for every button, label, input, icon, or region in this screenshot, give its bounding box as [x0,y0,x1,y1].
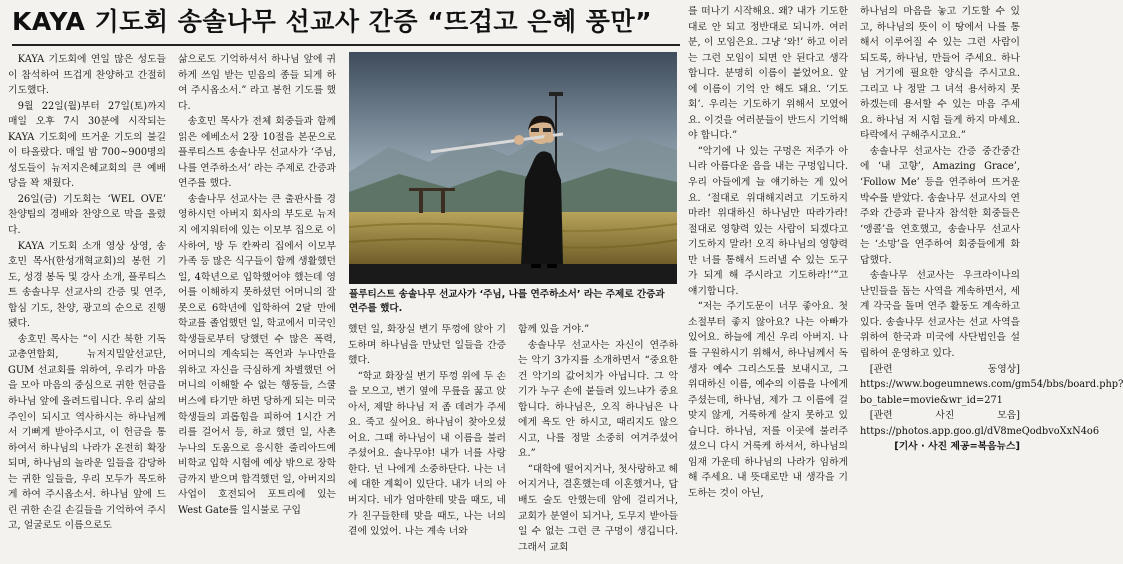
paragraph: 를 떠나기 시작해요. 왜? 내가 기도한 대로 안 되고 정반대로 되니까. 여러분, 이 모임은요. 그냥 ‘와!’ 하고 이러는 그런 모임이 되면 안 된다고 생각합니다. 분명히 이름이 붙었어요. 앞에 이름이 기억 안 해도 돼요. ‘기도회’. 우리는 기도하기 위해서 모였어요. 이것을 여러분들이 반드시 기억해야 합니다.” [688,6,848,142]
related-photos-link[interactable]: [관련 사진 모음] https://photos.app.goo.gl/dV8meQodbvoXxN4o6 [860,410,1100,437]
article-column-2-lower [178,318,336,562]
paragraph: KAYA 기도회에 연일 많은 성도들이 참석하여 뜨겁게 찬양하고 간절히 기도했다. [8,54,166,97]
paragraph: “학교 화장실 변기 뚜껑 위에 두 손을 모으고, 변기 옆에 무릎을 꿇고 앉아서, 제발 하나님 저 좀 데려가 주세요. 죽고 싶어요. 하나님이 찾아오셨어요. 그때 하나님이 내 이름을 불러주셨어요. 솔나무야! 내가 너를 사랑한다. 넌 나에게 소중하단다. 나는 너에 대한 계획이 있단다. 내가 너의 아버지다. 네가 엄마한테 맞을 때도, 네가 친구들한테 맞을 때도, 나는 너의 곁에 있었어. 나는 계속 너와 [348,370,506,538]
paragraph: “악기에 나 있는 구멍은 저주가 아니라 아름다운 음을 내는 구멍입니다. 우리 아들에게 늘 얘기하는 게 있어요. ‘절대로 위대해지려고 기도하지 마라! 위대하신 하나님만 따라가라! 절대로 영향력 있는 사람이 되겠다고 기도하지 말라! 오직 하나님의 영향력만 너를 통해서 드러낼 수 있는 도구가 되게 해 주시라고 기도하라!’”고 얘기합니다. [688,145,848,297]
headline-rule [12,44,680,46]
paragraph: 삶으로도 기억하셔서 하나님 앞에 귀하게 쓰임 받는 믿음의 종들 되게 하여 주시옵소서.” 라고 봉헌 기도를 했다. [178,54,336,112]
paragraph: 송솔나무 선교사는 큰 출판사를 경영하시던 아버지 회사의 부도로 뉴저지 에지워터에 있는 이모부 집으로 이사하여, 방 두 칸짜리 집에서 이모부 가족 등 많은 식구들이 함께 생활했던 일, 4학년으로 입학했어야 했는데 영어를 이해하지 못하셨던 어머니의 잘못으로 6학년에 입학하여 2달 만에 학교를 졸업했던 일, 학교에서 미국인 학생들로부터 당했던 수 많은 폭력, 어머니의 계속되는 폭언과 누나만을 위하고 자신을 극심하게 차별했던 어머니의 이해할 수 없는 행동들, 스쿨 버스에 타기만 하면 당하게 되는 미국 학생들의 괴롭힘을 피하여 1시간 거리를 걸어서 등, 하교 했던 일, 사촌 누나의 도움으로 응시한 줄리아드예비학교 입학 시험에 예상 밖으로 장학금까지 받으며 합격했던 일, 아버지의 사업이 호전되어 포트리에 있는 West Gate를 일시불로 구입 [178,193,336,516]
paragraph: 송호민 목사가 전체 회중들과 함께 읽은 에베소서 2장 10절을 본문으로 플루티스트 송솔나무 선교사가 ‘주님, 나를 연주하소서’ 라는 주제로 간증과 연주를 했다. [178,116,336,190]
article-headline: KAYA 기도회 송솔나무 선교사 간증 “뜨겁고 은혜 풍만” [12,7,653,36]
article-column-5 [688,4,848,562]
paragraph: 했던 일, 화장실 변기 뚜껑에 앉아 기도하며 하나님을 만났던 일들을 간증했다. [348,324,506,367]
paragraph: “대학에 떨어지거나, 첫사랑하고 헤어지거나, 결혼했는데 이혼했거나, 답배도 술도 안했는데 암에 걸리거나, 교회가 분열이 되거나, 도무지 받아들일 수 없는 그런 큰 구멍이 생깁니다. 그래서 교회 [518,463,678,553]
flutist-performance-photo [349,52,677,284]
paragraph: 송호민 목사는 “이 시간 북한 기독교총연합회, 뉴저지밀알선교단, GUM 선교회를 위하여, 우리가 마음을 모아 마음의 중심으로 귀한 헌금을 하나님 앞에 올려드립니다. 우리 삶의 주인이 되시고 역사하시는 하나님께서 기뻐게 받아주시고, 이 헌금을 통하여서 하나님의 나라가 온전히 확장되며, 하나님의 놀라운 일들을 감당하는 귀한 일들을, 우리 모두가 목도하게 하여 주시옵소서. 하나님 앞에 드린 귀한 손길 손길들을 기억하여 주시고, 얼굴로도 이름으로도 [8,333,166,532]
paragraph: 9월 22일(월)부터 27일(토)까지 매일 오후 7시 30분에 시작되는 KAYA 기도회에 뜨거운 기도의 불길이 타올랐다. 매일 밤 700~900명의 성도들이 뉴저지은혜교회의 큰 예배당을 꽉 채웠다. [8,100,166,190]
paragraph: 송솔나무 선교사는 간증 중간중간에 ‘내 고향’, Amazing Grace’, ‘Follow Me’ 등을 연주하여 뜨거운 박수를 받았다. 송솔나무 선교사의 연주와 간증과 끝나자 참석한 회중들은 ‘앵콜’을 연호했고, 송솔나무 선교사는 ‘소망’을 연주하여 회중들에게 화답했다. [860,145,1020,266]
paragraph: 송솔나무 선교사는 우크라이나의 난민들을 돕는 사역을 계속하면서, 세계 각국을 돌며 연주 활동도 계속하고 있다. 송솔나무 선교사는 선교 사역을 위하여 한국과 미국에 사단법인을 설립하여 운영하고 있다. [860,270,1020,360]
article-column-6 [860,4,1123,562]
paragraph: 송솔나무 선교사는 자신이 연주하는 악기 3가지를 소개하면서 “중요한 건 악기의 값어치가 아닙니다. 그 악기가 누구 손에 붙들려 있느냐가 중요합니다. 하나님은, 오직 하나님은 나에게 욕도 안 하시고, 때리지도 않으시고, 나를 정말 소중히 여겨주셨어요.” [518,339,678,460]
paragraph: 26일(금) 기도회는 ‘WEL OVE’ 찬양팀의 경배와 찬양으로 막을 올렸다. [8,193,166,237]
article-credit: [기사 · 사진 제공=복음뉴스] [894,441,1020,453]
related-video-link[interactable]: [관련 동영상] https://www.bogeumnews.com/gm54/bbs/board.php?bo_table=movie&wr_id=271 [860,363,1123,406]
photo-caption: 플루티스트 송솔나무 선교사가 ‘주님, 나를 연주하소서’ 라는 주제로 간증과 연주를 했다. [349,289,665,314]
article-column-1 [8,52,166,562]
article-photo [349,52,677,284]
paragraph: “저는 주기도문이 너무 좋아요. 첫 소절부터 좋지 않아요? 나는 아빠가 있어요. 하늘에 계신 우리 아버지. 나를 구원하시기 위해서, 하나님께서 독생자 예수 그리스도를 보내시고, 그 위대하신 이름, 예수의 이름을 나에게 주셨는데, 하나님, 제가 그 이름에 걸맞지 않게, 거룩하게 살지 못하고 있습니다. 하나님, 저를 이곳에 불러주셨으니 다시 거룩케 하셔서, 하나님의 임재 가운데 하나님의 나라가 임하게 해 주세요. 내 뜻대로만 내 생각을 기도하는 것이 아닌, [688,301,848,499]
article-column-4 [518,322,678,562]
paragraph: 하나님의 마음을 놓고 기도할 수 있고, 하나님의 뜻이 이 땅에서 나를 통해서 이루어질 수 있는 그런 사람이 되도록, 하나님, 만들어 주세요. 하나님 거기에 필요한 양식을 주시고요. 그리고 나 정말 그 녀석 용서하지 못하겠는데 용서할 수 있는 마음 주세요. 하나님 저 시험 들게 하지 마세요. 타락에서 구해주시고요.” [860,6,1020,142]
article-column-3 [348,322,506,562]
paragraph: KAYA 기도회 소개 영상 상영, 송호민 목사(한성개혁교회)의 봉헌 기도, 성경 봉독 및 강사 소개, 플루티스트 송솔나무 선교사의 간증 및 연주, 합심 기도, 찬양, 광고의 순으로 진행됐다. [8,240,166,330]
paragraph: 함께 있을 거야.” [518,324,590,335]
article-column-2 [178,52,336,516]
